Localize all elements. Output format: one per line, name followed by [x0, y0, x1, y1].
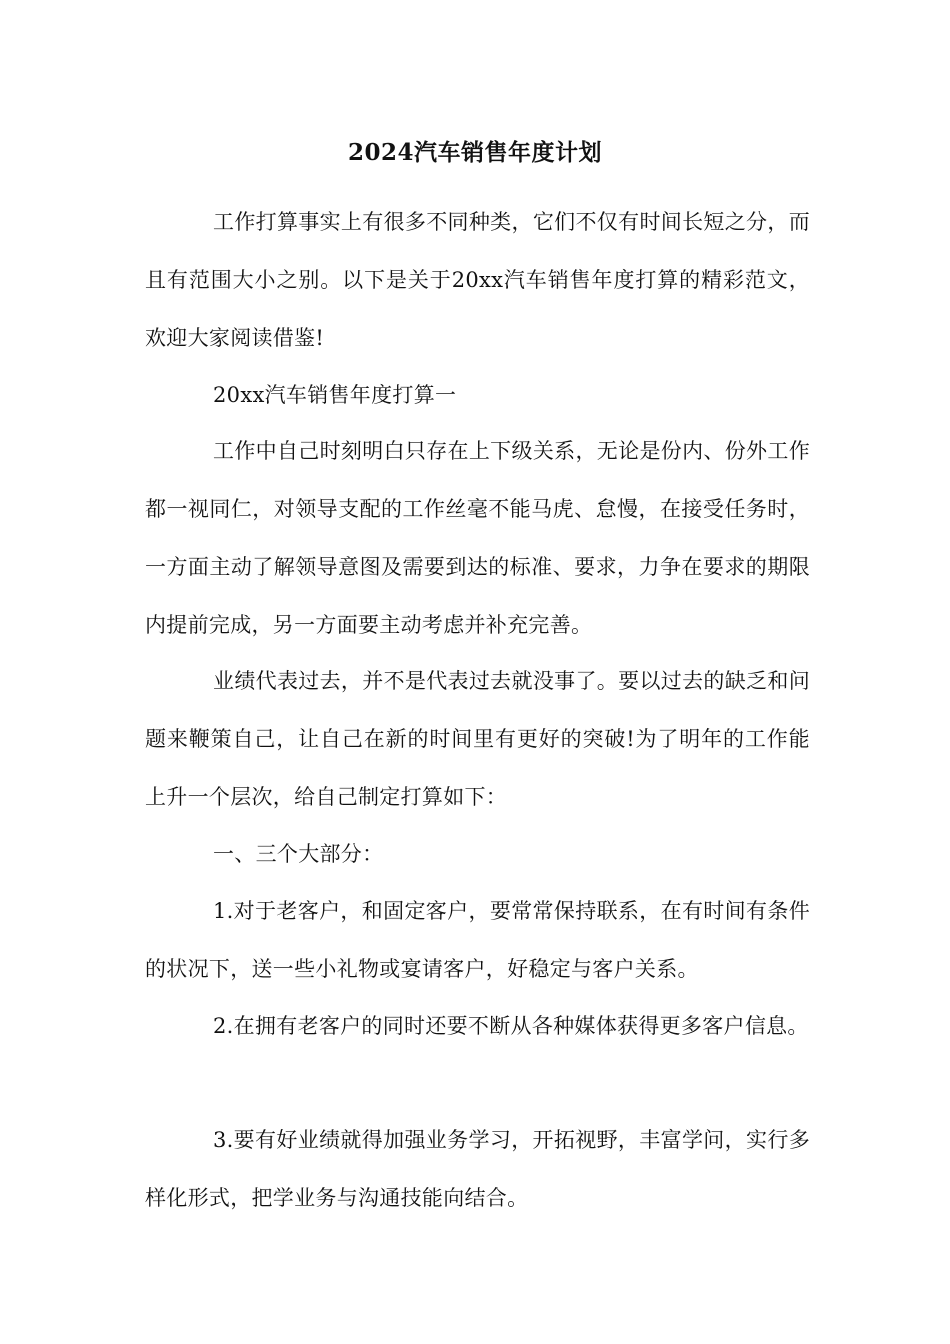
intro-paragraph: 工作打算事实上有很多不同种类，它们不仅有时间长短之分，而且有范围大小之别。以下是关于20xx汽车销售年度打算的精彩范文，欢迎大家阅读借鉴! [145, 210, 810, 350]
body-paragraph-work-attitude: 工作中自己时刻明白只存在上下级关系，无论是份内、份外工作都一视同仁，对领导支配的工作丝毫不能马虎、怠慢，在接受任务时，一方面主动了解领导意图及需要到达的标准、要求，力争在要求的期限内提前完成，另一方面要主动考虑并补充完善。 [145, 439, 810, 637]
list-item-1: 1.对于老客户，和固定客户，要常常保持联系，在有时间有条件的状况下，送一些小礼物或宴请客户，好稳定与客户关系。 [145, 899, 810, 981]
subheading-three-parts: 一、三个大部分： [213, 842, 384, 866]
body-paragraph-performance: 业绩代表过去，并不是代表过去就没事了。要以过去的缺乏和问题来鞭策自己，让自己在新的时间里有更好的突破!为了明年的工作能上升一个层次，给自己制定打算如下： [145, 669, 810, 809]
document-title: 2024汽车销售年度计划 [347, 139, 602, 166]
section-heading-1: 20xx汽车销售年度打算一 [213, 383, 457, 407]
list-item-3: 3.要有好业绩就得加强业务学习，开拓视野，丰富学问，实行多样化形式，把学业务与沟通技能向结合。 [145, 1128, 810, 1210]
list-item-2: 2.在拥有老客户的同时还要不断从各种媒体获得更多客户信息。 [213, 1014, 809, 1038]
